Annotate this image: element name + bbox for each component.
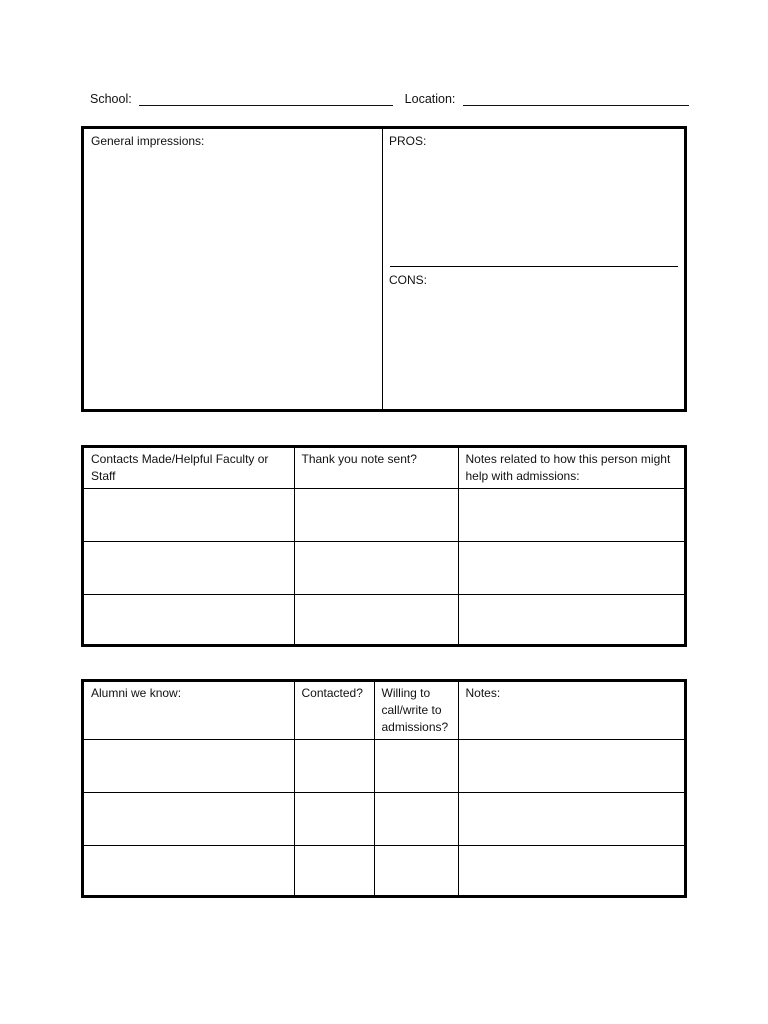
notes-header: Notes: xyxy=(458,682,684,740)
alumni-header: Alumni we know: xyxy=(84,682,294,740)
header-line xyxy=(90,92,689,106)
table-header-row xyxy=(84,682,684,740)
thank-you-header: Thank you note sent? xyxy=(294,448,458,489)
table-cell[interactable] xyxy=(374,740,458,793)
table-cell[interactable] xyxy=(84,489,294,542)
table-cell[interactable] xyxy=(374,846,458,895)
cons-label: CONS: xyxy=(389,273,428,287)
table-cell[interactable] xyxy=(84,595,294,644)
school-label: School: xyxy=(90,92,132,106)
table-cell[interactable] xyxy=(458,489,684,542)
table-cell[interactable] xyxy=(458,542,684,595)
school-field[interactable] xyxy=(139,92,393,106)
table-cell[interactable] xyxy=(294,740,374,793)
willing-header: Willing to call/write to admissions? xyxy=(374,682,458,740)
table-cell[interactable] xyxy=(294,489,458,542)
table-row xyxy=(84,542,684,595)
notes-admissions-header: Notes related to how this person might help with admissions: xyxy=(458,448,684,489)
table-cell[interactable] xyxy=(294,793,374,846)
table-row xyxy=(84,846,684,895)
contacts-table xyxy=(81,445,687,647)
table-row xyxy=(84,489,684,542)
contacted-header: Contacted? xyxy=(294,682,374,740)
location-field[interactable] xyxy=(463,92,689,106)
pros-cons-divider xyxy=(390,266,678,267)
table-cell[interactable] xyxy=(294,542,458,595)
table-cell[interactable] xyxy=(294,595,458,644)
table-cell[interactable] xyxy=(458,595,684,644)
impressions-divider xyxy=(382,129,383,409)
table-header-row xyxy=(84,448,684,489)
table-cell[interactable] xyxy=(374,793,458,846)
table-cell[interactable] xyxy=(84,793,294,846)
table-cell[interactable] xyxy=(84,542,294,595)
impressions-box xyxy=(81,126,687,412)
table-cell[interactable] xyxy=(458,793,684,846)
pros-label: PROS: xyxy=(389,134,427,148)
table-cell[interactable] xyxy=(458,740,684,793)
table-cell[interactable] xyxy=(84,740,294,793)
alumni-table xyxy=(81,679,687,898)
table-row xyxy=(84,595,684,644)
table-cell[interactable] xyxy=(294,846,374,895)
table-cell[interactable] xyxy=(84,846,294,895)
table-row xyxy=(84,740,684,793)
contacts-header: Contacts Made/Helpful Faculty or Staff xyxy=(84,448,294,489)
table-cell[interactable] xyxy=(458,846,684,895)
table-row xyxy=(84,793,684,846)
general-impressions-label: General impressions: xyxy=(91,134,205,148)
location-label: Location: xyxy=(404,92,456,106)
